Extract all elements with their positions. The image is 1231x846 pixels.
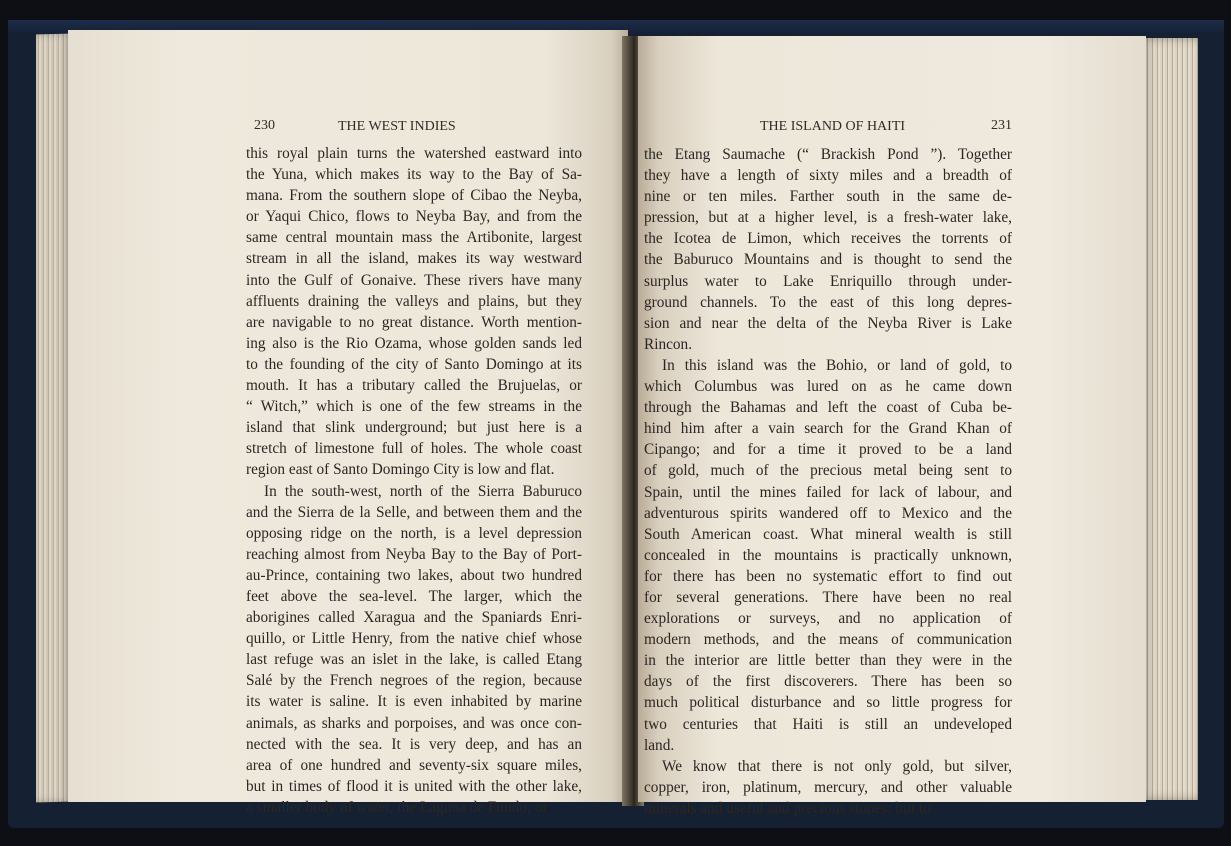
right-running-head: THE ISLAND OF HAITI (760, 119, 906, 134)
text-line: a smaller body of water, the Laguna de Fundo, or (246, 798, 548, 816)
text-line: reaching almost from Neyba Bay to the Bay of Port- (246, 545, 582, 563)
text-line: Rincon. (644, 335, 693, 353)
text-line: the Etang Saumache (“ Brackish Pond ”). Together (644, 146, 1012, 163)
text-line: this royal plain turns the watershed eastward into (246, 145, 582, 162)
text-line: land. (644, 736, 675, 754)
text-line: to the founding of the city of Santo Domingo at its (246, 355, 582, 373)
text-line: area of one hundred and seventy-six square miles, (246, 756, 582, 774)
text-line: hind him after a vain search for the Grand Khan of (644, 420, 1012, 438)
text-line: into the Gulf of Gonaive. These rivers have many (246, 271, 582, 289)
text-line: adventurous spirits wandered off to Mexico and the (644, 504, 1012, 522)
text-line: island that slink underground; but just here is a (246, 419, 582, 437)
text-line: the Icotea de Limon, which receives the torrents of (644, 230, 1012, 248)
text-line: are navigable to no great distance. Worth mention- (246, 313, 582, 331)
right-page-edges (1140, 38, 1198, 800)
text-line: for several generations. There have been no real (644, 588, 1012, 606)
left-page-edges (36, 34, 72, 803)
text-line: the Baburuco Mountains and is thought to send the (644, 251, 1012, 269)
text-line: surplus water to Lake Enriquillo through under- (644, 272, 1012, 290)
text-line: “ Witch,” which is one of the few streams in the (246, 398, 582, 416)
text-line: same central mountain mass the Artibonite, largest (246, 229, 582, 247)
text-line: two centuries that Haiti is still an undeveloped (644, 715, 1012, 733)
left-running-head: THE WEST INDIES (338, 119, 456, 134)
text-line: In this island was the Bohio, or land of gold, to (662, 356, 1012, 374)
text-line: stream in all the island, makes its way westward (246, 250, 582, 268)
text-line: its water is saline. It is even inhabited by marine (246, 693, 582, 711)
text-line: In the south-west, north of the Sierra Baburuco (264, 482, 582, 500)
text-line: nected with the sea. It is very deep, and has an (246, 735, 582, 753)
text-line: ground channels. To the east of this long depres- (644, 293, 1012, 311)
left-page-number: 230 (254, 118, 275, 133)
text-line: or Yaqui Chico, flows to Neyba Bay, and from the (246, 208, 582, 226)
right-page (638, 36, 1146, 817)
text-line: sion and near the delta of the Neyba River is Lake (644, 314, 1012, 332)
text-line: copper, iron, platinum, mercury, and other valuable (644, 778, 1012, 796)
text-line: ing also is the Rio Ozama, whose golden sands led (246, 334, 582, 352)
text-line: nine or ten miles. Farther south in the same de- (644, 188, 1012, 206)
text-line: the Yuna, which makes its way to the Bay of Sa- (246, 166, 582, 184)
text-line: region east of Santo Domingo City is low and flat. (246, 461, 555, 479)
text-line: stretch of limestone full of holes. The whole coast (246, 440, 582, 458)
text-line: Cipango; and for a time it proved to be a land (644, 441, 1012, 459)
text-line: modern methods, and the means of communication (644, 631, 1012, 649)
left-page (68, 30, 628, 816)
text-line: Salé by the French negroes of the region, because (246, 672, 582, 690)
text-line: affluents draining the valleys and plains, but they (246, 292, 582, 310)
text-line: they have a length of sixty miles and a breadth of (644, 167, 1012, 185)
text-line: but in times of flood it is united with the other lake, (246, 777, 582, 795)
text-line: much political disturbance and so little progress for (644, 694, 1012, 712)
text-line: South American coast. What mineral wealth is still (644, 525, 1012, 543)
text-line: au-Prince, containing two lakes, about two hundred (246, 566, 582, 584)
right-page-number: 231 (991, 118, 1012, 133)
text-line: of gold, much of the precious metal being sent to (644, 462, 1012, 480)
text-line: animals, as sharks and porpoises, and was once con- (246, 714, 582, 732)
text-line: mouth. It has a tributary called the Brujuelas, or (246, 377, 582, 395)
text-line: explorations or surveys, and no application of (644, 610, 1012, 628)
text-line: pression, but at a higher level, is a fresh-water lake, (644, 209, 1012, 227)
text-line: through the Bahamas and left the coast of Cuba be- (644, 399, 1012, 417)
text-line: Spain, until the mines failed for lack of labour, and (644, 483, 1012, 501)
text-line: concealed in the mountains is practically unknown, (644, 546, 1012, 564)
text-line: and the Sierra de la Selle, and between them and the (246, 503, 582, 521)
text-line: minerals and useful and precious stones; but to (644, 799, 931, 817)
text-line: quillo, or Little Henry, from the native chief whose (246, 630, 582, 648)
text-line: opposing ridge on the north, is a level depression (246, 524, 582, 542)
text-line: last refuge was an islet in the lake, is called Etang (246, 651, 582, 669)
text-line: We know that there is not only gold, but silver, (662, 757, 1012, 775)
text-line: feet above the sea-level. The larger, which the (246, 587, 582, 605)
text-line: for there has been no systematic effort to find out (644, 567, 1012, 585)
text-line: mana. From the southern slope of Cibao the Neyba, (246, 187, 582, 205)
text-line: in the interior are little better than they were in the (644, 652, 1012, 670)
text-line: days of the first discoverers. There has been so (644, 673, 1012, 691)
text-line: which Columbus was lured on as he came down (644, 378, 1012, 396)
left-body-text (246, 143, 582, 818)
right-body-text (644, 144, 1012, 819)
text-line: aborigines called Xaragua and the Spaniards Enri- (246, 609, 582, 627)
